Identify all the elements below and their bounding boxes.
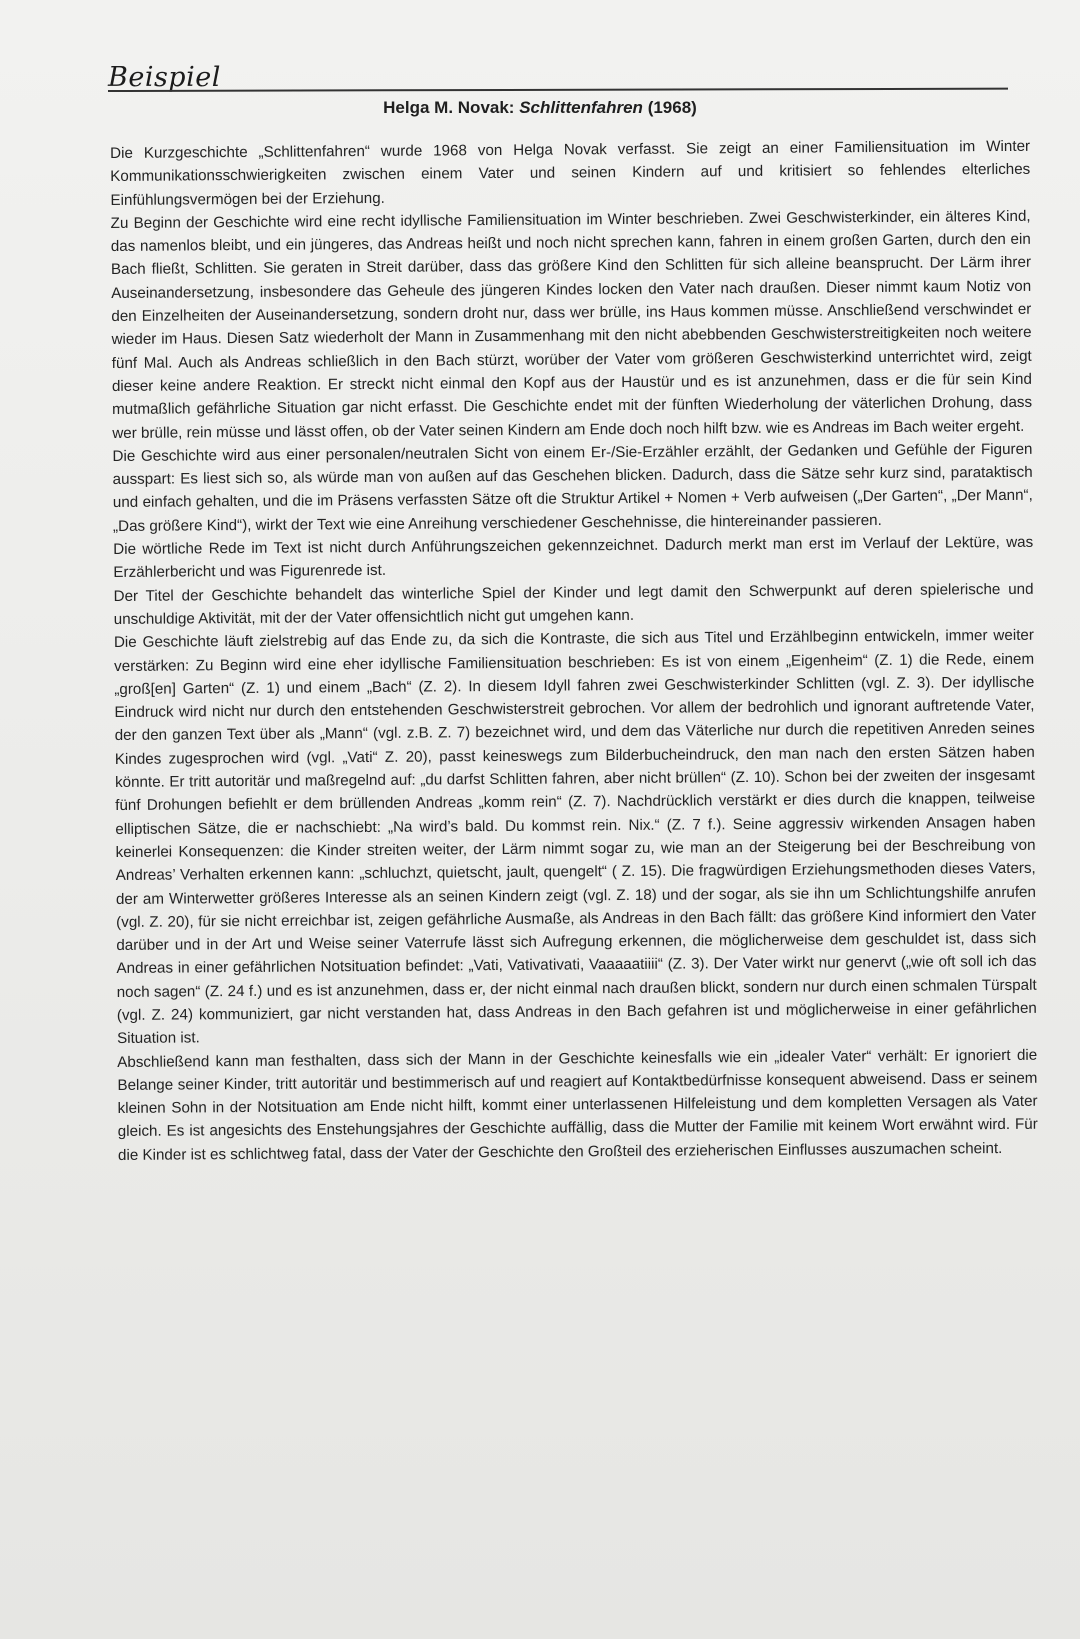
title-author: Helga M. Novak: [383, 98, 515, 117]
paragraph-main-analysis: Die Geschichte läuft zielstrebig auf das Ende zu, da sich die Kontraste, die sich aus Titel und Erzählbeginn entwickeln, immer weiter verstärken: Zu Beginn wird eine eher idyllische Familiensituation beschrieben: Es ist von einem „Eigenheim“ (Z. 1) die Rede, einem „groß[en] Garten“ (Z. 1) und einem „Bach“ (Z. 2). In diesem Idyll fahren zwei Geschwisterkinder Schlitten (vgl. Z. 3). Der idyllische Eindruck wird nicht nur durch den entstehenden Geschwisterstreit gebrochen. Vor allem der bedrohlich und ignorant auftretende Vater, der den ganzen Text über als „Mann“ (vgl. z.B. Z. 7) bezeichnet wird, und dem das Väterliche nur durch die repetitiven Anreden seines Kindes zugesprochen wird (vgl. „Vati“ Z. 20), passt keineswegs zum Bilderbucheindruck, den man nach den ersten Sätzen haben könnte. Er tritt autoritär und maßregelnd auf: „du darfst Schlitten fahren, aber nicht brüllen“ (Z. 10). Schon bei der zweiten der insgesamt fünf Drohungen befiehlt er dem brüllenden Andreas „komm rein“ (Z. 7). Nachdrücklich verstärkt er dies durch die knappen, teilweise elliptischen Sätze, die er nachschiebt: „Na wird’s bald. Du kommst rein. Nix.“ (Z. 7 f.). Seine aggressiv wirkenden Ansagen haben keinerlei Konsequenzen: die Kinder streiten weiter, der Lärm nimmt sogar zu, wie man an der Steigerung bei der Beschreibung von Andreas’ Verhalten erkennen kann: „schluchzt, quietscht, jault, quengelt“ ( Z. 15). Die fragwürdigen Erziehungsmethoden dieses Vaters, der am Winterwetter größeres Interesse als an seinen Kindern zeigt (vgl. Z. 18) und der sogar, als sie ihn um Schlichtungshilfe anrufen (vgl. Z. 20), für sie nicht erreichbar ist, zeigen gefährliche Ausmaße, als Andreas in den Bach fällt: das größere Kind informiert den Vater darüber und in der Art und Weise seiner Vaterrufe lässt sich Aufregung erkennen, die möglicherweise dem geschuldet ist, dass sich Andreas in einer gefährlichen Notsituation befindet: „Vati, Vativativati, Vaaaaatiiii“ (Z. 3). Der Vater wirkt nur genervt („wie oft soll ich das noch sagen“ (Z. 24 f.) und es ist anzunehmen, dass er, der nicht einmal nach draußen blickt, sondern nur durch einen schmalen Türspalt (vgl. Z. 24) kommuniziert, gar nicht verstanden hat, dass Andreas in den Bach gefahren ist und möglicherweise in einer gefährlichen Situation ist. [113, 626, 1037, 1048]
essay-body [110, 135, 1038, 1167]
header-rule [108, 88, 1008, 92]
paragraph-summary: Zu Beginn der Geschichte wird eine recht idyllische Familiensituation im Winter beschrieben. Zwei Geschwisterkinder, ein älteres Kind, das namenlos bleibt, und ein jüngeres, das Andreas heißt und noch nicht sprechen kann, fahren in einem großen Garten, durch den ein Bach fließt, Schlitten. Sie geraten in Streit darüber, dass das größere Kind den Schlitten für sich alleine beansprucht. Der Lärm ihrer Auseinandersetzung, insbesondere das Geheule des jüngeren Kindes locken den Vater nach draußen. Dieser nimmt kaum Notiz von den Einzelheiten der Auseinandersetzung, sondern droht nur, dass wer brülle, ins Haus kommen müsse. Anschließend verschwindet er wieder im Haus. Diesen Satz wiederholt der Mann in Zusammenhang mit den nicht abebbenden Geschwisterstreitigkeiten noch weitere fünf Mal. Auch als Andreas schließlich in den Bach stürzt, worüber der Vater vom größeren Geschwisterkind unterrichtet wird, zeigt dieser keine andere Reaktion. Er streckt nicht einmal den Kopf aus der Haustür und es ist anzunehmen, dass er die für sein Kind mutmaßlich gefährliche Situation gar nicht erfasst. Die Geschichte endet mit der fünften Wiederholung der väterlichen Drohung, dass wer brülle, rein müsse und lässt offen, ob der Vater seinen Kindern am Ende doch noch hilft bzw. wie es Andreas im Bach weiter ergeht. [110, 207, 1033, 442]
handwritten-label: Beispiel [108, 62, 221, 93]
paragraph-direct-speech: Die wörtliche Rede im Text ist nicht durch Anführungszeichen gekennzeichnet. Dadurch merkt man erst im Verlauf der Lektüre, was Erzählerbericht und was Figurenrede ist. [113, 533, 1034, 582]
title-work: Schlittenfahren [519, 98, 643, 117]
paragraph-title-analysis: Der Titel der Geschichte behandelt das winterliche Spiel der Kinder und legt damit den Schwerpunkt auf deren spielerische und unschuldige Aktivität, mit der der Vater offensichtlich nicht gut umgehen kann. [113, 580, 1034, 628]
paragraph-conclusion: Abschließend kann man festhalten, dass sich der Mann in der Geschichte keinesfalls wie ein „idealer Vater“ verhält: Er ignoriert die Belange seiner Kinder, tritt autoritär und bestimmerisch auf und reagiert auf Kontaktbedürfnisse konsequent abweisend. Dass er seinem kleinen Sohn in der Notsituation am Ende nicht hilft, kommt einer unterlassenen Hilfeleistung und dem kompletten Versagen als Vater gleich. Es ist angesichts des Enstehungsjahres der Geschichte auffällig, dass die Mutter der Familie mit keinem Wort erwähnt wird. Für die Kinder ist es schlichtweg fatal, dass der Vater der Geschichte den Großteil des erzieherischen Einflusses auszumachen scheint. [117, 1046, 1038, 1164]
paragraph-narrative-perspective: Die Geschichte wird aus einer personalen/neutralen Sicht von einem Er-/Sie-Erzähler erzählt, der Gedanken und Gefühle der Figuren ausspart: Es liest sich so, als würde man von außen auf das Geschehen blicken. Dadurch, dass die Sätze sehr kurz sind, parataktisch und einfach gehalten, und die im Präsens verfassten Sätze oft die Struktur Artikel + Nomen + Verb aufweisen („Der Garten“, „Der Mann“, „Das größere Kind“), wirkt der Text wie eine Anreihung verschiedener Geschehnisse, die hintereinander passieren. [112, 440, 1033, 535]
document-title [0, 98, 1080, 118]
paragraph-introduction: Die Kurzgeschichte „Schlittenfahren“ wurde 1968 von Helga Novak verfasst. Sie zeigt an einer Familiensituation im Winter Kommunikationsschwierigkeiten zwischen einem Vater und seinen Kindern auf und kritisiert so fehlendes elterliches Einfühlungsvermögen bei der Erziehung. [110, 137, 1031, 209]
title-year: (1968) [647, 98, 697, 117]
